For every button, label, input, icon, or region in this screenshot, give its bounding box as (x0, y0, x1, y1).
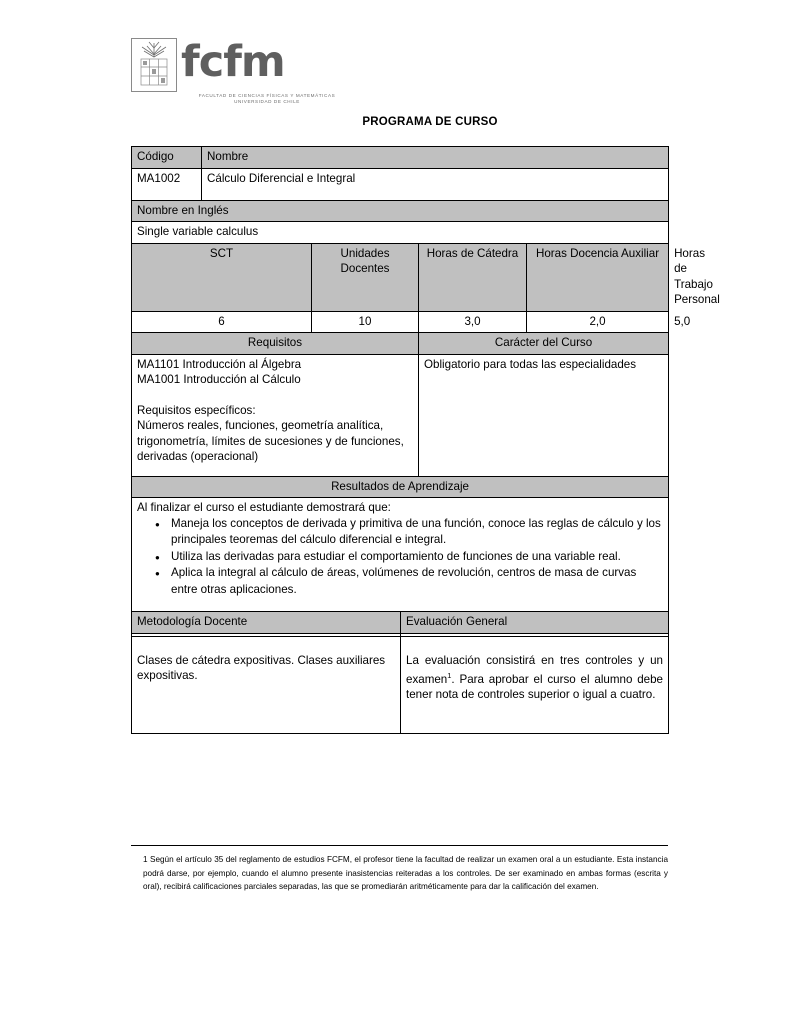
outcomes-intro: Al finalizar el curso el estudiante demostrará que: (137, 501, 391, 514)
methodology-cell (132, 633, 401, 733)
table-row (132, 333, 669, 355)
faculty-logo (131, 38, 361, 116)
page-title-text: PROGRAMA DE CURSO (362, 116, 498, 128)
credits-value-catedra: 3,0 (419, 311, 527, 333)
requisite-line-1: MA1101 Introducción al Álgebra (137, 357, 302, 371)
list-item: ● Aplica la integral al cálculo de áreas, volúmenes de revolución, centros de masa de curvas entre otras aplicaciones. (171, 565, 663, 598)
footnote-text: 1 Según el artículo 35 del reglamento de estudios FCFM, el profesor tiene la facultad de realizar un examen oral a un estudiante. Esta instancia podrá darse, por ejemplo, cuando el alumno presente inasistencias reiteradas a los controles. De ser examinado en ambas formas (escrita y oral), recibirá calificaciones parciales separadas, las que se promediarán aritméticamente para dar la calificación del examen. (143, 855, 668, 891)
english-name-header: Nombre en Inglés (132, 200, 669, 222)
evaluation-text-part2: . Para aprobar el curso el alumno debe tener nota de controles superior o igual a cuatro. (406, 672, 663, 702)
specific-requisites-text: Números reales, funciones, geometría analítica, trigonometría, límites de sucesiones y de funciones, derivadas (operacional) (137, 419, 404, 463)
credits-header-auxiliar: Horas Docencia Auxiliar (527, 243, 669, 311)
english-name-value: Single variable calculus (132, 222, 669, 244)
credits-value-row: 6 10 3,0 2,0 5,0 (132, 311, 669, 333)
requisites-cell (132, 354, 419, 476)
list-item: ● Utiliza las derivadas para estudiar el comportamiento de funciones de una variable real. (171, 549, 663, 566)
evaluation-text-part1: La evaluación consistirá en tres controles y un examen (406, 653, 663, 686)
table-row (132, 476, 669, 498)
credits-header-catedra: Horas de Cátedra (419, 243, 527, 311)
footnote-divider (131, 845, 668, 846)
requisite-line-2: MA1001 Introducción al Cálculo (137, 373, 301, 386)
table-row (132, 200, 669, 222)
university-shield-icon (131, 38, 177, 92)
credits-value-unidades: 10 (312, 311, 419, 333)
table-row (132, 147, 669, 169)
requisites-header: Requisitos (132, 333, 419, 355)
evaluation-header: Evaluación General (401, 612, 669, 634)
evaluation-cell (401, 633, 669, 733)
code-header: Código (132, 147, 202, 169)
page-title (0, 116, 800, 128)
specific-requisites-label: Requisitos específicos: (137, 403, 256, 417)
credits-header-sct: SCT (132, 243, 312, 311)
list-item: ● Maneja los conceptos de derivada y primitiva de una función, conoce las reglas de cálculo y los principales teoremas del cálculo diferencial e integral. (171, 516, 663, 549)
methodology-header: Metodología Docente (132, 612, 401, 634)
outcomes-header: Resultados de Aprendizaje (132, 476, 669, 498)
character-cell: Obligatorio para todas las especialidades (419, 354, 669, 476)
course-name-value: Cálculo Diferencial e Integral (202, 168, 669, 200)
credits-header-row: SCT Unidades Docentes Horas de Cátedra Horas Docencia Auxiliar Horas de Trabajo Personal (132, 243, 669, 311)
table-row (132, 354, 669, 476)
table-row (132, 633, 669, 733)
evaluation-text (406, 653, 663, 703)
course-program-table (131, 146, 720, 637)
table-row (132, 612, 669, 634)
credits-header-unidades: Unidades Docentes (312, 243, 419, 311)
course-code-value: MA1002 (132, 168, 202, 200)
footnote-marker: 1 (447, 671, 452, 680)
table-row (132, 222, 669, 244)
outcomes-list (137, 516, 663, 599)
logo-wordmark: fcfm (181, 37, 285, 87)
name-header: Nombre (202, 147, 669, 169)
methodology-evaluation-table (131, 611, 669, 734)
character-header: Carácter del Curso (419, 333, 669, 355)
logo-subtitle: FACULTAD DE CIENCIAS FÍSICAS Y MATEMÁTICAS UNIVERSIDAD DE CHILE (198, 93, 336, 104)
methodology-text: Clases de cátedra expositivas. Clases auxiliares expositivas. (137, 653, 386, 682)
credits-value-auxiliar: 2,0 (527, 311, 669, 333)
credits-value-sct: 6 (132, 311, 312, 333)
table-row (132, 168, 669, 200)
